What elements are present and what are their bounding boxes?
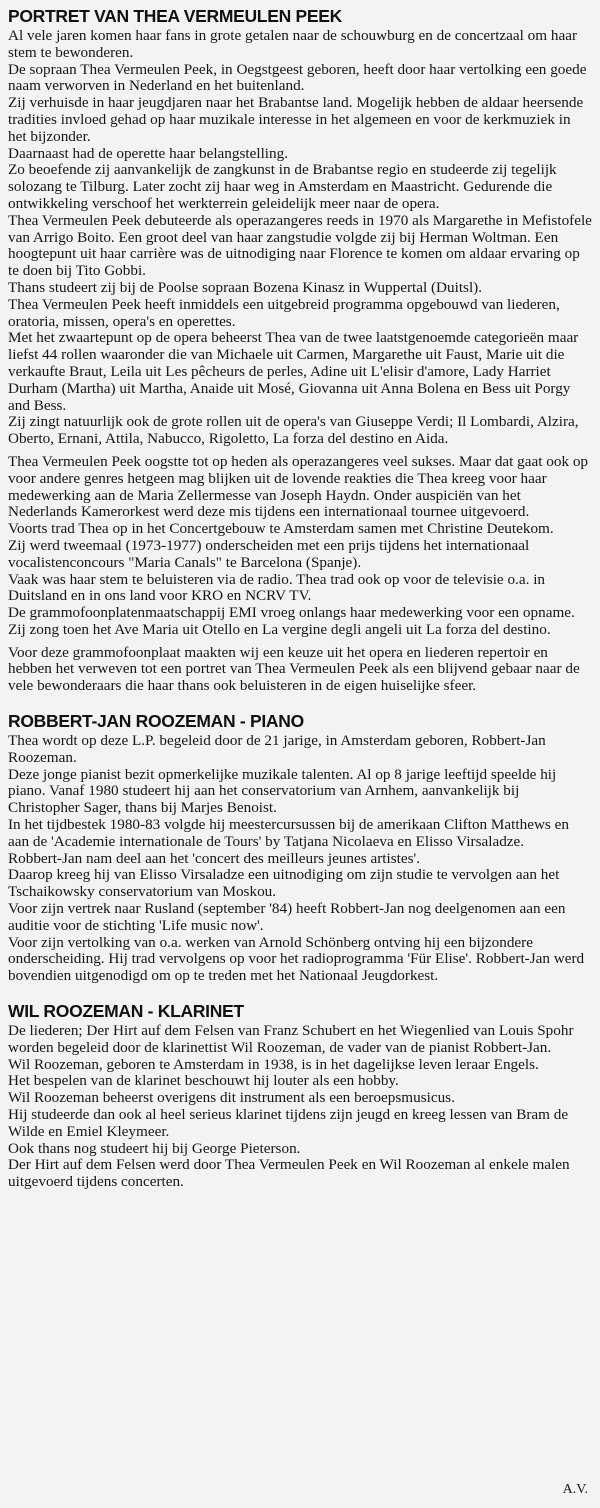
paragraph: De sopraan Thea Vermeulen Peek, in Oegstgeest geboren, heeft door haar vertolking een goede naam verworven in Nederland en het buitenland. bbox=[8, 60, 587, 95]
paragraph: Thea Vermeulen Peek heeft inmiddels een uitgebreid programma opgebouwd van liederen, oratoria, missen, opera's en operettes. bbox=[8, 295, 560, 330]
paragraph: Voor zijn vertrek naar Rusland (september '84) heeft Robbert-Jan nog deelgenomen aan een auditie voor de stichting 'Life music now'. bbox=[8, 900, 566, 934]
paragraph: Thea Vermeulen Peek oogstte tot op heden als operazangeres veel sukses. Maar dat gaat ook op voor andere genres hetgeen mag blijken uit de lovende reakties die Thea kreeg voor haar medewerking aan de Maria Zellermesse van Joseph Haydn. Onder auspiciën van het Nederlands Kamerorkest werd deze mis tijdens een internationaal tournee uitgevoerd. bbox=[8, 452, 589, 521]
paragraph: Robbert-Jan nam deel aan het 'concert des meilleurs jeunes artistes'. bbox=[8, 849, 421, 867]
section-heading: WIL ROOZEMAN - KLARINET bbox=[8, 1001, 244, 1022]
paragraph: Zij zingt natuurlijk ook de grote rollen uit de opera's van Giuseppe Verdi; Il Lombardi, Alzira, Oberto, Ernani, Attila, Nabucco, Rigoletto, La forza del destino en Aida. bbox=[8, 413, 579, 448]
section-heading: ROBBERT-JAN ROOZEMAN - PIANO bbox=[8, 711, 304, 732]
section-spacer bbox=[8, 985, 592, 1001]
section-robbert-jan bbox=[8, 711, 592, 985]
paragraph: Ook thans nog studeert hij bij George Pieterson. bbox=[8, 1139, 301, 1157]
paragraph: Voor deze grammofoonplaat maakten wij een keuze uit het opera en liederen repertoir en hebben het verweven tot een portret van Thea Vermeulen Peek als een blijvend gebaar naar de vele bewonderaars die haar thans ook beluisteren in de eigen huiselijke sfeer. bbox=[8, 643, 580, 695]
paragraph: Daarop kreeg hij van Elisso Virsaladze een uitnodiging om zijn studie te vervolgen aan het Tschaikowsky conservatorium van Moskou. bbox=[8, 866, 560, 901]
paragraph: Der Hirt auf dem Felsen werd door Thea Vermeulen Peek en Wil Roozeman al enkele malen uitgevoerd tijdens concerten. bbox=[8, 1156, 570, 1191]
paragraph: Deze jonge pianist bezit opmerkelijke muzikale talenten. Al op 8 jarige leeftijd speelde hij piano. Vanaf 1980 studeert hij aan het conservatorium van Arnhem, aanvankelijk bij Christopher Sager, thans bij Marjes Benoist. bbox=[8, 765, 557, 817]
paragraph: Al vele jaren komen haar fans in grote getalen naar de schouwburg en de concertzaal om haar stem te bewonderen. bbox=[8, 27, 577, 61]
section-portret bbox=[8, 6, 592, 695]
paragraph: Voorts trad Thea op in het Concertgebouw te Amsterdam samen met Christine Deutekom. bbox=[8, 520, 554, 538]
paragraph: De grammofoonplatenmaatschappij EMI vroeg onlangs haar medewerking voor een opname. Zij zong toen het Ave Maria uit Otello en La vergine degli angeli uit La forza del destino. bbox=[8, 604, 575, 638]
paragraph: Het bespelen van de klarinet beschouwt hij louter als een hobby. bbox=[8, 1072, 399, 1090]
paragraph: Thans studeert zij bij de Poolse sopraan Bozena Kinasz in Wuppertal (Duitsl). bbox=[8, 278, 483, 296]
signature: A.V. bbox=[562, 1482, 588, 1497]
paragraph: Zo beoefende zij aanvankelijk de zangkunst in de Brabantse regio en studeerde zij tegelijk solozang te Tilburg. Later zocht zij haar weg in Amsterdam en Maastricht. Gedurende die ontwikkeling verschoof het werkterrein geleidelijk meer naar de opera. bbox=[8, 161, 557, 212]
section-spacer bbox=[8, 695, 592, 711]
paragraph: De liederen; Der Hirt auf dem Felsen van Franz Schubert en het Wiegenlied van Louis Spohr worden begeleid door de klarinettist Wil Roozeman, de vader van de pianist Robbert-Jan. bbox=[8, 1022, 574, 1056]
paragraph: Zij werd tweemaal (1973-1977) onderscheiden met een prijs tijdens het internationaal vocalistenconcours "Maria Canals" te Barcelona (Spanje). bbox=[8, 536, 530, 571]
paragraph: Vaak was haar stem te beluisteren via de radio. Thea trad ook op voor de televisie o.a. in Duitsland en in ons land voor KRO en NCRV TV. bbox=[8, 570, 546, 605]
paragraph: Wil Roozeman, geboren te Amsterdam in 1938, is in het dagelijkse leven leraar Engels. bbox=[8, 1055, 539, 1073]
section-wil-roozeman bbox=[8, 1001, 592, 1191]
paragraph: Daarnaast had de operette haar belangstelling. bbox=[8, 144, 288, 162]
paragraph: In het tijdbestek 1980-83 volgde hij meestercursussen bij de amerikaan Clifton Matthews en aan de 'Academie internationale de Tours' by Tatjana Nicolaeva en Elisso Virsaladze. bbox=[8, 816, 569, 850]
paragraph: Met het zwaartepunt op de opera beheerst Thea van de twee laatstgenoemde categorieën maar liefst 44 rollen waaronder die van Michaele uit Carmen, Margarethe uit Faust, Marie uit die verkaufte Braut, Leila uit Les pêcheurs de perles, Adine uit L'elisir d'amore, Lady Harriet Durham (Martha) uit Martha, Anaide uit Mosé, Giovanna uit Anna Bolena en Bess uit Porgy and Bess. bbox=[8, 329, 579, 414]
paragraph: Voor zijn vertolking van o.a. werken van Arnold Schönberg ontving hij een bijzondere onderscheiding. Hij trad vervolgens op voor het radioprogramma 'Für Elise'. Robbert-Jan werd bovendien uitgenodigd om op te treden met het Nationaal Jeugdorkest. bbox=[8, 933, 585, 985]
paragraph: Zij verhuisde in haar jeugdjaren naar het Brabantse land. Mogelijk hebben de aldaar heersende tradities invloed gehad op haar muzikale interesse in het algemeen en voor de kerkmuziek in het bijzonder. bbox=[8, 94, 584, 145]
section-heading: PORTRET VAN THEA VERMEULEN PEEK bbox=[8, 6, 342, 26]
paragraph: Wil Roozeman beheerst overigens dit instrument als een beroepsmusicus. bbox=[8, 1089, 455, 1107]
paragraph: Thea Vermeulen Peek debuteerde als operazangeres reeds in 1970 als Margarethe in Mefistofele van Arrigo Boito. Een groot deel van haar zangstudie volgde zij bij Herman Woltman. Een hoogtepunt uit haar carrière was de uitnodiging naar Florence te komen om aldaar ervaring op te doen bij Tito Gobbi. bbox=[8, 211, 592, 280]
paragraph: Thea wordt op deze L.P. begeleid door de 21 jarige, in Amsterdam geboren, Robbert-Jan Roozeman. bbox=[8, 732, 546, 766]
paragraph: Hij studeerde dan ook al heel serieus klarinet tijdens zijn jeugd en kreeg lessen van Bram de Wilde en Emiel Kleymeer. bbox=[8, 1106, 569, 1140]
